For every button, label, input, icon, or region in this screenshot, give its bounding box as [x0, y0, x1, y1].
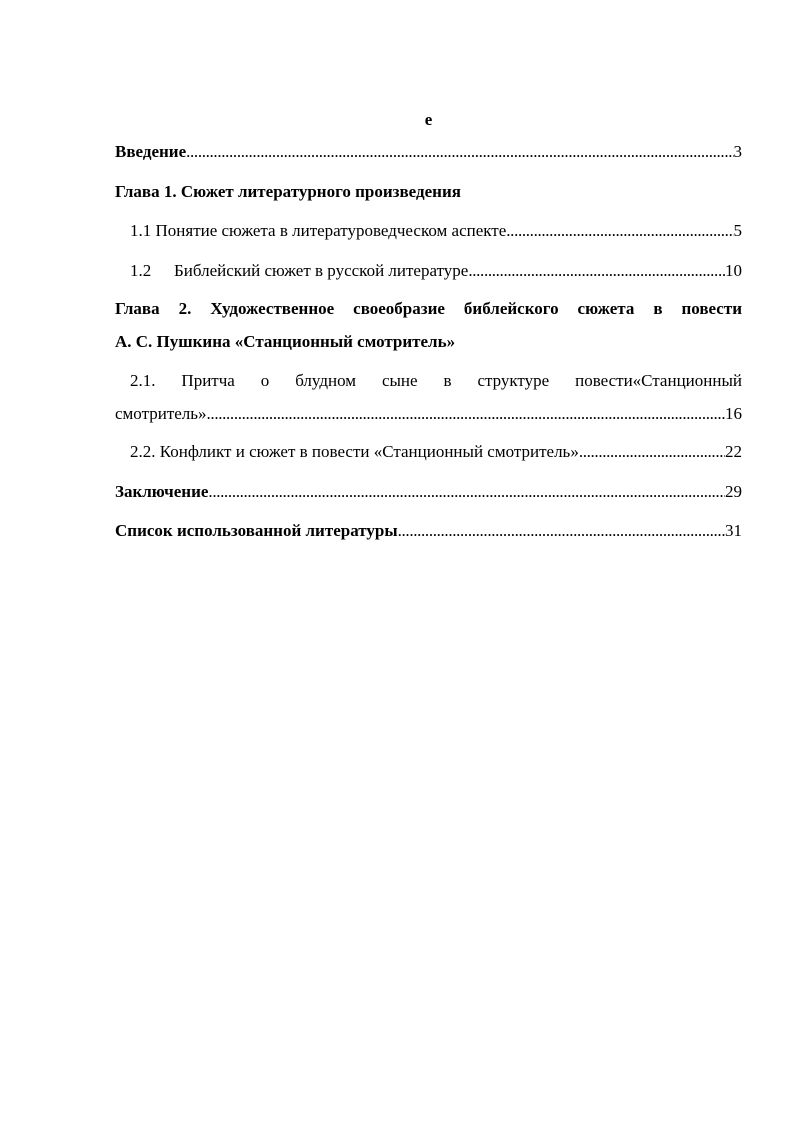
toc-entry-label-line-2: смотритель» — [115, 404, 207, 423]
dot-leader — [398, 521, 725, 541]
toc-entry-conclusion[interactable] — [115, 482, 742, 502]
toc-entry-section-1-1[interactable] — [130, 221, 742, 241]
toc-heading: е — [424, 110, 433, 129]
toc-entry-label-line-1: 2.1. Притча о блудном сыне в структуре повести«Станционный — [130, 371, 742, 390]
dot-leader — [186, 142, 733, 162]
toc-entry-page: 31 — [725, 521, 742, 540]
toc-entry-label: Глава 1. Сюжет литературного произведения — [115, 182, 461, 201]
dot-leader — [579, 442, 725, 462]
toc-entry-page: 3 — [733, 142, 742, 161]
toc-entry-label: Заключение — [115, 482, 209, 501]
toc-entry-label-line-2: А. С. Пушкина «Станционный смотритель» — [115, 332, 456, 351]
toc-entry-label: Библейский сюжет в русской литературе — [174, 261, 469, 280]
toc-entry-section-1-2[interactable] — [130, 261, 742, 281]
toc-entry-label-line-2-row — [115, 404, 742, 424]
toc-entry-label: 2.2. Конфликт и сюжет в повести «Станционный смотритель» — [130, 442, 579, 461]
toc-entry-label: Список использованной литературы — [115, 521, 398, 540]
toc-entry-page: 29 — [725, 482, 742, 501]
toc-entry-label: Введение — [115, 142, 187, 161]
dot-leader — [207, 404, 725, 424]
dot-leader — [208, 482, 725, 502]
toc-entry-page: 5 — [733, 221, 742, 240]
toc-entry-page: 10 — [725, 261, 742, 280]
dot-leader — [506, 221, 733, 241]
toc-entry-chapter-1[interactable] — [115, 182, 742, 202]
toc-entry-label-line-1: Глава 2. Художественное своеобразие библейского сюжета в повести — [115, 299, 742, 318]
dot-leader — [468, 261, 725, 281]
toc-entry-intro[interactable] — [115, 142, 742, 162]
toc-entry-page: 22 — [725, 442, 742, 461]
toc-entry-references[interactable] — [115, 521, 742, 541]
toc-entry-label-line-2-row — [115, 332, 742, 352]
toc-entry-number: 1.2 — [130, 261, 152, 280]
toc-entry-section-2-2[interactable] — [130, 442, 742, 462]
toc-entry-label: 1.1 Понятие сюжета в литературоведческом аспекте — [130, 221, 507, 240]
toc-entry-page: 16 — [725, 404, 742, 423]
